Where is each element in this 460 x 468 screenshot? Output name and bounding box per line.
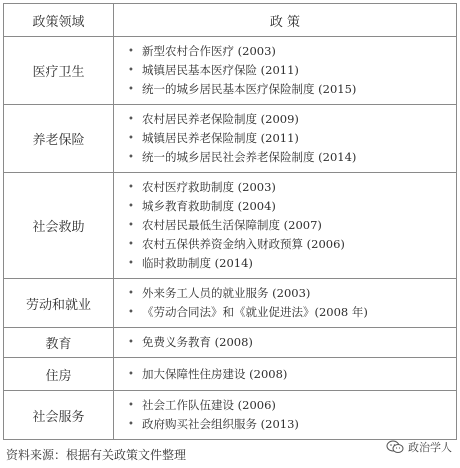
row-policies [114, 173, 457, 279]
list-item [128, 254, 456, 273]
list-item [128, 284, 456, 303]
table-row [4, 173, 457, 279]
row-policies [114, 391, 457, 440]
row-field: 社会服务 [4, 391, 114, 440]
row-policies [114, 328, 457, 358]
bullet-icon: • [128, 258, 134, 269]
bullet-icon: • [128, 65, 134, 76]
policy-table [3, 3, 457, 440]
list-item [128, 129, 456, 148]
list-item [128, 365, 456, 384]
list-item [128, 396, 456, 415]
list-item [128, 197, 456, 216]
table-header-row [4, 4, 457, 37]
table-row [4, 105, 457, 173]
list-item [128, 333, 456, 352]
row-field: 劳动和就业 [4, 279, 114, 328]
list-item [128, 178, 456, 197]
item-text: 外来务工人员的就业服务 (2003) [142, 286, 311, 300]
row-policies [114, 105, 457, 173]
item-text: 城镇居民养老保险制度 (2011) [142, 131, 299, 145]
item-text: 社会工作队伍建设 (2006) [142, 398, 276, 412]
bullet-icon: • [128, 114, 134, 125]
table-row [4, 279, 457, 328]
table-row [4, 328, 457, 358]
watermark-text: 政治学人 [408, 441, 452, 454]
wechat-icon [386, 440, 404, 454]
bullet-icon: • [128, 182, 134, 193]
list-item [128, 235, 456, 254]
list-item [128, 80, 456, 99]
header-field: 政策领域 [4, 4, 114, 37]
bullet-icon: • [128, 201, 134, 212]
row-field: 养老保险 [4, 105, 114, 173]
list-item [128, 216, 456, 235]
bullet-icon: • [128, 337, 134, 348]
bullet-icon: • [128, 368, 134, 380]
table-row [4, 37, 457, 105]
list-item [128, 303, 456, 322]
item-text: 《劳动合同法》和《就业促进法》(2008 年) [142, 305, 368, 319]
list-item [128, 61, 456, 80]
item-text: 城镇居民基本医疗保险 (2011) [142, 63, 299, 77]
bullet-icon: • [128, 84, 134, 95]
row-policies [114, 37, 457, 105]
source-note: 资料来源：根据有关政策文件整理 [6, 448, 187, 462]
item-text: 城乡教育救助制度 (2004) [142, 199, 276, 213]
item-text: 农村医疗救助制度 (2003) [142, 180, 276, 194]
row-policies [114, 358, 457, 391]
item-text: 加大保障性住房建设 (2008) [142, 366, 288, 381]
item-text: 政府购买社会组织服务 (2013) [142, 417, 299, 431]
row-field: 住房 [4, 358, 114, 391]
list-item [128, 110, 456, 129]
row-policies [114, 279, 457, 328]
bullet-icon: • [128, 220, 134, 231]
bullet-icon: • [128, 239, 134, 250]
table-row [4, 391, 457, 440]
bullet-icon: • [128, 46, 134, 57]
table-row [4, 358, 457, 391]
item-text: 新型农村合作医疗 (2003) [142, 44, 276, 58]
row-field: 教育 [4, 328, 114, 358]
bullet-icon: • [128, 133, 134, 144]
row-field: 医疗卫生 [4, 37, 114, 105]
bullet-icon: • [128, 152, 134, 163]
bullet-icon: • [128, 419, 134, 430]
item-text: 临时救助制度 (2014) [142, 256, 253, 270]
item-text: 农村五保供养资金纳入财政预算 (2006) [142, 237, 345, 251]
item-text: 农村居民养老保险制度 (2009) [142, 112, 299, 126]
header-policy: 政 策 [114, 4, 457, 37]
bullet-icon: • [128, 400, 134, 411]
list-item [128, 148, 456, 167]
item-text: 免费义务教育 (2008) [142, 335, 253, 349]
item-text: 统一的城乡居民社会养老保险制度 (2014) [142, 150, 357, 164]
list-item [128, 42, 456, 61]
watermark [386, 439, 452, 455]
item-text: 统一的城乡居民基本医疗保险制度 (2015) [142, 82, 357, 96]
bullet-icon: • [128, 288, 134, 299]
list-item [128, 415, 456, 434]
row-field: 社会救助 [4, 173, 114, 279]
bullet-icon: • [128, 307, 134, 318]
item-text: 农村居民最低生活保障制度 (2007) [142, 218, 322, 232]
